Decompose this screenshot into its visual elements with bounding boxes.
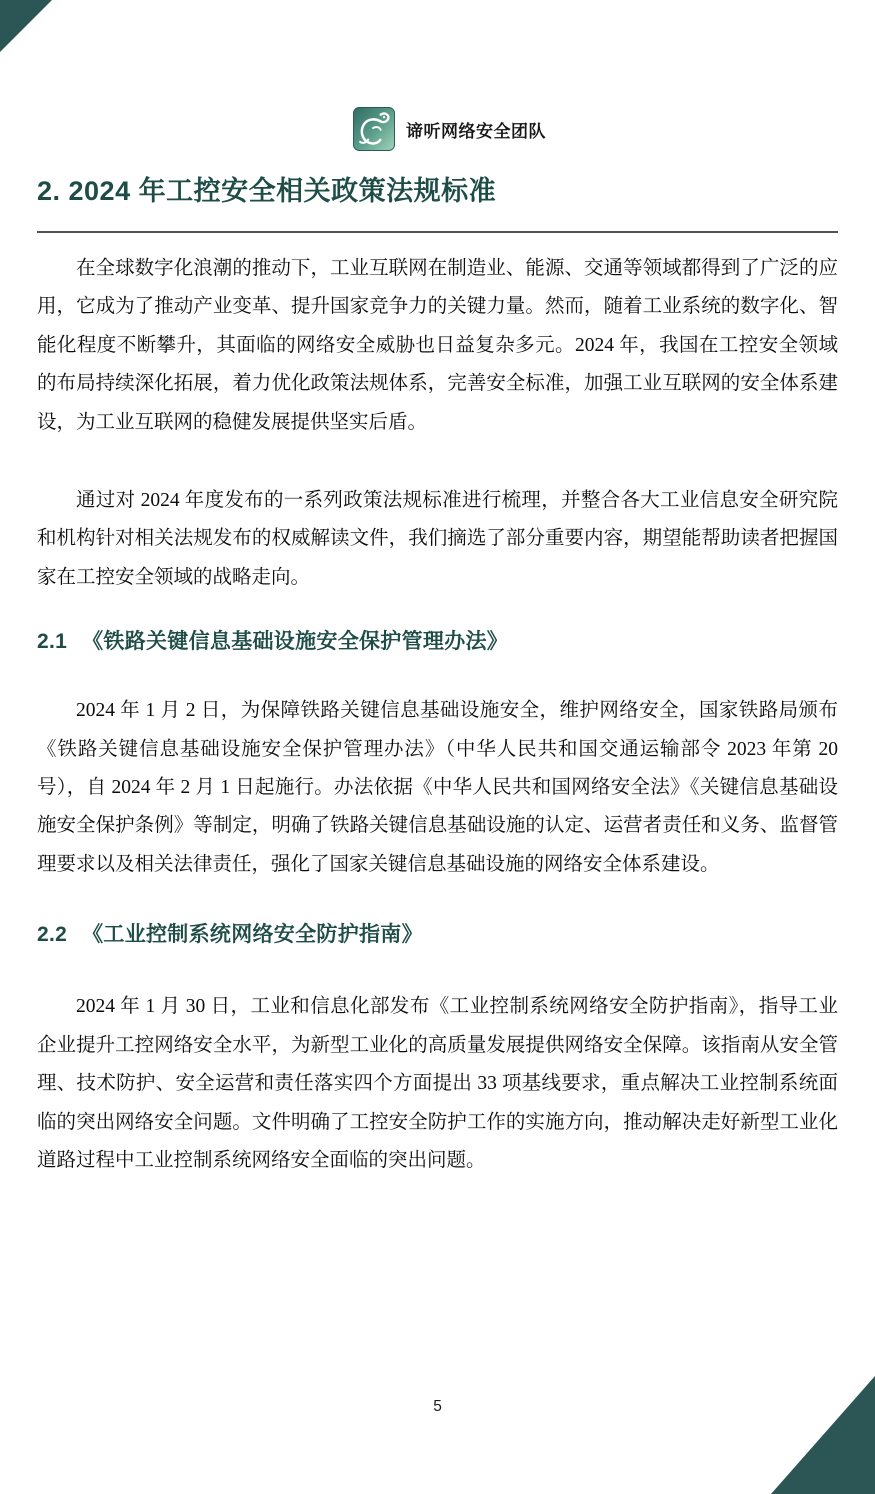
diting-beast-seal-icon xyxy=(353,107,395,151)
document-content xyxy=(0,176,875,1180)
section-number: 2.2 xyxy=(37,923,68,947)
page-header xyxy=(12,0,875,152)
intro-paragraph-1: 在全球数字化浪潮的推动下，工业互联网在制造业、能源、交通等领域都得到了广泛的应用，它成为了推动产业变革、提升国家竞争力的关键力量。然而，随着工业系统的数字化、智能化程度不断攀升，其面临的网络安全威胁也日益复杂多元。2024 年，我国在工控安全领域的布局持续深化拓展，着力优化政策法规体系，完善安全标准，加强工业互联网的安全体系建设，为工业互联网的稳健发展提供坚实后盾。 xyxy=(37,258,838,433)
section-number: 2.1 xyxy=(37,630,68,654)
section-2-1-paragraph: 2024 年 1 月 2 日，为保障铁路关键信息基础设施安全，维护网络安全，国家铁路局颁布《铁路关键信息基础设施安全保护管理办法》（中华人民共和国交通运输部令 2023 年第 20 号），自 2024 年 2 月 1 日起施行。办法依据《中华人民共和国网络安全法》《关键信息基础设施安全保护条例》等制定，明确了铁路关键信息基础设施的认定、运营者责任和义务、监督管理要求以及相关法律责任，强化了国家关键信息基础设施的网络安全体系建设。 xyxy=(37,700,838,875)
section-heading-2-1 xyxy=(37,628,838,655)
section-heading-text: 《工业控制系统网络安全防护指南》 xyxy=(82,923,423,947)
corner-decoration-bottom-right xyxy=(771,1376,875,1494)
title-divider xyxy=(37,231,838,233)
section-heading-2-2 xyxy=(37,921,838,948)
section-heading-text: 《铁路关键信息基础设施安全保护管理办法》 xyxy=(82,630,509,654)
page-number: 5 xyxy=(433,1398,442,1415)
section-2-2-paragraph: 2024 年 1 月 30 日，工业和信息化部发布《工业控制系统网络安全防护指南》，指导工业企业提升工控网络安全水平，为新型工业化的高质量发展提供网络安全保障。该指南从安全管理、技术防护、安全运营和责任落实四个方面提出 33 项基线要求，重点解决工业控制系统面临的突出网络安全问题。文件明确了工控安全防护工作的实施方向，推动解决走好新型工业化道路过程中工业控制系统网络安全面临的突出问题。 xyxy=(37,996,838,1171)
page-title: 2. 2024 年工控安全相关政策法规标准 xyxy=(37,176,497,206)
intro-paragraph-2: 通过对 2024 年度发布的一系列政策法规标准进行梳理，并整合各大工业信息安全研究院和机构针对相关法规发布的权威解读文件，我们摘选了部分重要内容，期望能帮助读者把握国家在工控安全领域的战略走向。 xyxy=(37,490,838,588)
team-name: 谛听网络安全团队 xyxy=(406,121,546,141)
